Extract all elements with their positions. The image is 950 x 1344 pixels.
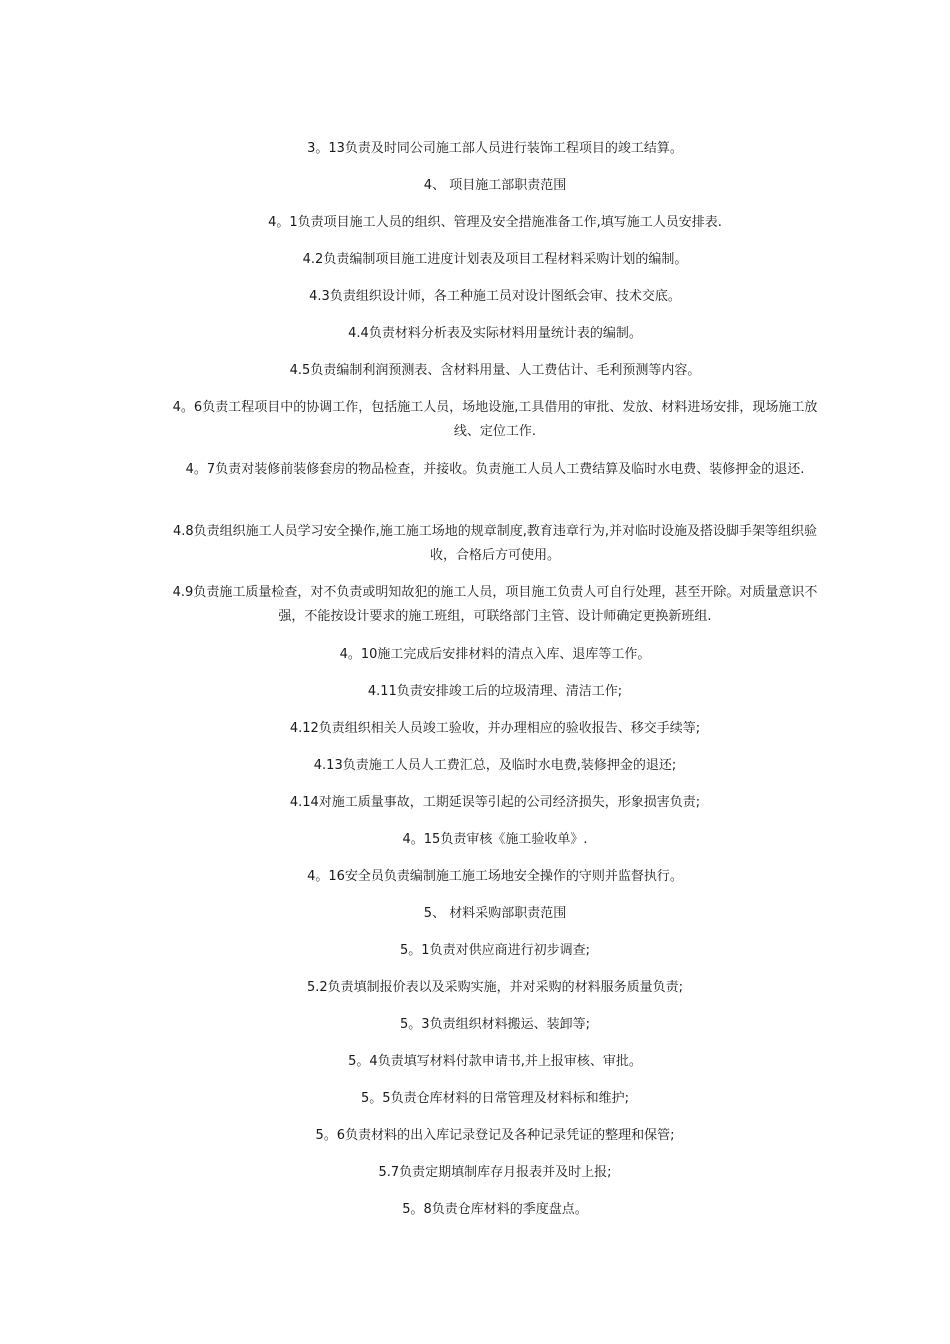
paragraph-4-15: 4。15负责审核《施工验收单》. [402, 832, 588, 847]
paragraph-5-3: 5。3负责组织材料搬运、装卸等; [400, 1017, 590, 1032]
paragraph-4-16: 4。16安全员负责编制施工施工场地安全操作的守则并监督执行。 [307, 869, 683, 884]
paragraph-4-11: 4.11负责安排竣工后的垃圾清理、清洁工作; [367, 684, 623, 699]
paragraph-4-13: 4.13负责施工人员人工费汇总，及临时水电费,装修押金的退还; [313, 758, 677, 773]
paragraph-4-6: 4。6负责工程项目中的协调工作，包括施工人员，场地设施,工具借用的审批、发放、材料进场安排，现场施工放线、定位工作. [172, 400, 818, 439]
paragraph-4-4: 4.4负责材料分析表及实际材料用量统计表的编制。 [348, 326, 642, 341]
paragraph-4-12: 4.12负责组织相关人员竣工验收，并办理相应的验收报告、移交手续等; [289, 721, 701, 736]
paragraph-4-7: 4。7负责对装修前装修套房的物品检查，并接收。负责施工人员人工费结算及临时水电费、装修押金的退还. [185, 462, 805, 477]
paragraph-4-3: 4.3负责组织设计师，各工种施工员对设计图纸会审、技术交底。 [309, 289, 681, 304]
section-heading-5: 5、 材料采购部职责范围 [423, 906, 567, 921]
paragraph-4-10: 4。10施工完成后安排材料的清点入库、退库等工作。 [339, 647, 651, 662]
paragraph-4-9: 4.9负责施工质量检查，对不负责或明知故犯的施工人员，项目施工负责人可自行处理，甚至开除。对质量意识不强，不能按设计要求的施工班组，可联络部门主管、设计师确定更换新班组. [172, 585, 818, 624]
paragraph-4-8: 4.8负责组织施工人员学习安全操作,施工施工场地的规章制度,教育违章行为,并对临时设施及搭设脚手架等组织验收，合格后方可使用。 [172, 524, 818, 563]
paragraph-5-4: 5。4负责填写材料付款申请书,并上报审核、审批。 [348, 1054, 642, 1069]
paragraph-5-7: 5.7负责定期填制库存月报表并及时上报; [378, 1165, 612, 1180]
paragraph-4-5: 4.5负责编制利润预测表、含材料用量、人工费估计、毛利预测等内容。 [289, 363, 701, 378]
paragraph-5-2: 5.2负责填制报价表以及采购实施，并对采购的材料服务质量负责; [306, 980, 684, 995]
paragraph-4-2: 4.2负责编制项目施工进度计划表及项目工程材料采购计划的编制。 [302, 252, 688, 267]
paragraph-5-6: 5。6负责材料的出入库记录登记及各种记录凭证的整理和保管; [315, 1128, 675, 1143]
paragraph-3-13: 3。13负责及时同公司施工部人员进行装饰工程项目的竣工结算。 [307, 141, 683, 156]
paragraph-5-1: 5。1负责对供应商进行初步调查; [400, 943, 590, 958]
paragraph-5-5: 5。5负责仓库材料的日常管理及材料标和维护; [361, 1091, 629, 1106]
section-heading-4: 4、 项目施工部职责范围 [423, 178, 567, 193]
paragraph-5-8: 5。8负责仓库材料的季度盘点。 [402, 1202, 588, 1217]
paragraph-4-1: 4。1负责项目施工人员的组织、管理及安全措施准备工作,填写施工人员安排表. [268, 215, 722, 230]
paragraph-4-14: 4.14对施工质量事故，工期延误等引起的公司经济损失，形象损害负责; [289, 795, 701, 810]
